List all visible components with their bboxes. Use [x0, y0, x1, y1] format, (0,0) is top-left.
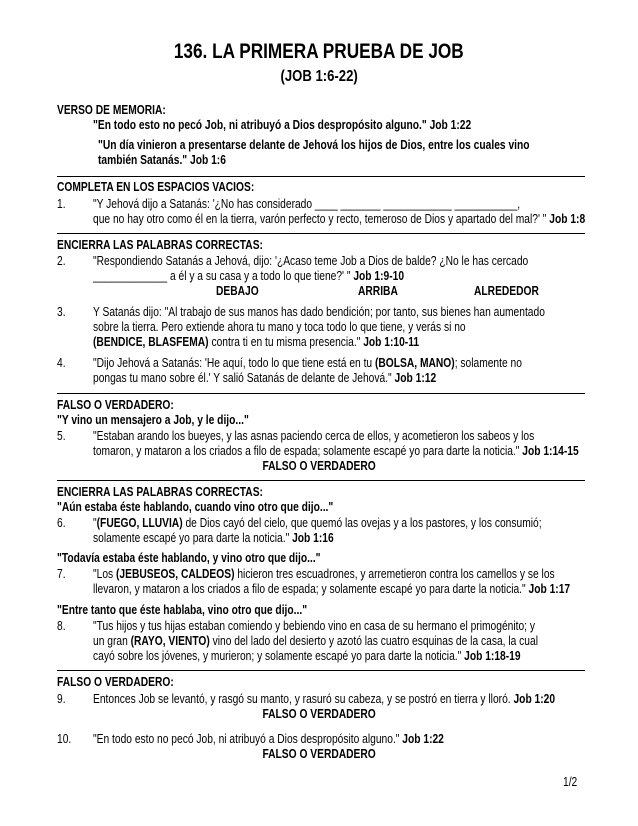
intro-7: "Todavía estaba éste hablando, y vino otro que dijo..." — [57, 551, 321, 565]
question-7-line-1: "Los (JEBUSEOS, CALDEOS) hicieron tres escuadrones, y arremetieron contra los camellos y se los — [93, 567, 555, 581]
intro-6: "Aún estaba éste hablando, cuando vino otro que dijo..." — [57, 500, 334, 514]
intro-8: "Entre tanto que éste hablaba, vino otro que dijo..." — [57, 603, 308, 617]
question-2-line-1: "Respondiendo Satanás a Jehová, dijo: '¿Acaso teme Job a Dios de balde? ¿No le has cercado — [93, 254, 529, 268]
section-heading-true-false-2: FALSO O VERDADERO: — [57, 675, 174, 689]
intro-messenger: "Y vino un mensajero a Job, y le dijo..." — [57, 413, 249, 427]
question-1-line-2: que no hay otro como él en la tierra, varón perfecto y recto, temeroso de Dios y apartado del mal?' " Job 1:8 — [93, 212, 586, 226]
question-10-line-1: "En todo esto no pecó Job, ni atribuyó a Dios despropósito alguno." Job 1:22 — [93, 732, 444, 746]
question-5-line-2: tomaron, y mataron a los criados a filo de espada; solamente escapé yo para darte la noticia." Job 1:14-15 — [93, 444, 579, 458]
memory-verse-2-line-2: también Satanás." Job 1:6 — [98, 153, 226, 167]
question-8-line-1: "Tus hijos y tus hijas estaban comiendo y bebiendo vino en casa de su hermano el primogénito; y — [93, 619, 535, 633]
question-3-line-3: (BENDICE, BLASFEMA) contra ti en tu misma presencia." Job 1:10-11 — [93, 335, 420, 349]
question-number-9: 9. — [57, 692, 66, 706]
divider — [57, 393, 585, 394]
question-number-4: 4. — [57, 356, 66, 370]
divider — [57, 233, 585, 234]
question-number-5: 5. — [57, 429, 66, 443]
question-8-line-3: cayó sobre los jóvenes, y murieron; y solamente escapé yo para darte la noticia." Job 1:18-19 — [93, 649, 521, 663]
question-8-line-2: un gran (RAYO, VIENTO) vino del lado del desierto y azotó las cuatro esquinas de la casa, la cual — [93, 634, 538, 648]
question-3-line-1: Y Satanás dijo: "Al trabajo de sus manos has dado bendición; por tanto, sus bienes han aumentado — [93, 305, 545, 319]
divider — [57, 670, 585, 671]
answer-true-false-10: FALSO O VERDADERO — [262, 747, 376, 761]
question-4-line-2: pongas tu mano sobre él.' Y salió Satanás de delante de Jehová." Job 1:12 — [93, 371, 437, 385]
question-number-10: 10. — [57, 732, 72, 746]
question-number-6: 6. — [57, 516, 66, 530]
question-4-line-1: "Dijo Jehová a Satanás: 'He aquí, todo lo que tiene está en tu (BOLSA, MANO); solamente no — [93, 356, 522, 370]
question-3-line-2: sobre la tierra. Pero extiende ahora tu mano y toca todo lo que tiene, y verás si no — [93, 320, 466, 334]
question-7-line-2: llevaron, y mataron a los criados a filo de espada; y solamente escapé yo para darte la noticia." Job 1:17 — [93, 582, 571, 596]
answer-true-false-5: FALSO O VERDADERO — [262, 459, 376, 473]
question-number-2: 2. — [57, 254, 66, 268]
section-heading-circle-2: ENCIERRA LAS PALABRAS CORRECTAS: — [57, 485, 263, 499]
memory-verse-1: "En todo esto no pecó Job, ni atribuyó a Dios despropósito alguno." Job 1:22 — [93, 118, 472, 132]
question-2-line-2: _____________ a él y a su casa y a todo lo que tiene?' " Job 1:9-10 — [93, 269, 405, 283]
option-alrededor: ALREDEDOR — [474, 284, 539, 298]
question-9-line-1: Entonces Job se levantó, y rasgó su manto, y rasuró su cabeza, y se postró en tierra y lloró. Job 1:20 — [93, 692, 556, 706]
answer-true-false-9: FALSO O VERDADERO — [262, 707, 376, 721]
section-heading-complete: COMPLETA EN LOS ESPACIOS VACIOS: — [57, 180, 255, 194]
question-1-line-1: "Y Jehová dijo a Satanás: '¿No has considerado ____ _______ ____________ ___________, — [93, 197, 521, 211]
page-subtitle: (JOB 1:6-22) — [280, 68, 358, 85]
divider — [57, 480, 585, 481]
question-number-3: 3. — [57, 305, 66, 319]
option-debajo: DEBAJO — [216, 284, 259, 298]
option-arriba: ARRIBA — [358, 284, 398, 298]
section-heading-circle: ENCIERRA LAS PALABRAS CORRECTAS: — [57, 238, 263, 252]
page-number: 1/2 — [563, 775, 578, 789]
divider — [57, 176, 585, 177]
question-6-line-2: solamente escapé yo para darte la noticia." Job 1:16 — [93, 531, 334, 545]
memory-verse-2-line-1: "Un día vinieron a presentarse delante de Jehová los hijos de Dios, entre los cuales vino — [98, 138, 530, 152]
question-number-8: 8. — [57, 619, 66, 633]
question-number-7: 7. — [57, 567, 66, 581]
section-heading-true-false-1: FALSO O VERDADERO: — [57, 398, 174, 412]
memory-label: VERSO DE MEMORIA: — [57, 103, 166, 117]
question-6-line-1: "(FUEGO, LLUVIA) de Dios cayó del cielo, que quemó las ovejas y a los pastores, y los consumió; — [93, 516, 542, 530]
question-number-1: 1. — [57, 197, 66, 211]
question-5-line-1: "Estaban arando los bueyes, y las asnas paciendo cerca de ellos, y acometieron los sabeos y los — [93, 429, 535, 443]
page-title: 136. LA PRIMERA PRUEBA DE JOB — [174, 40, 464, 63]
